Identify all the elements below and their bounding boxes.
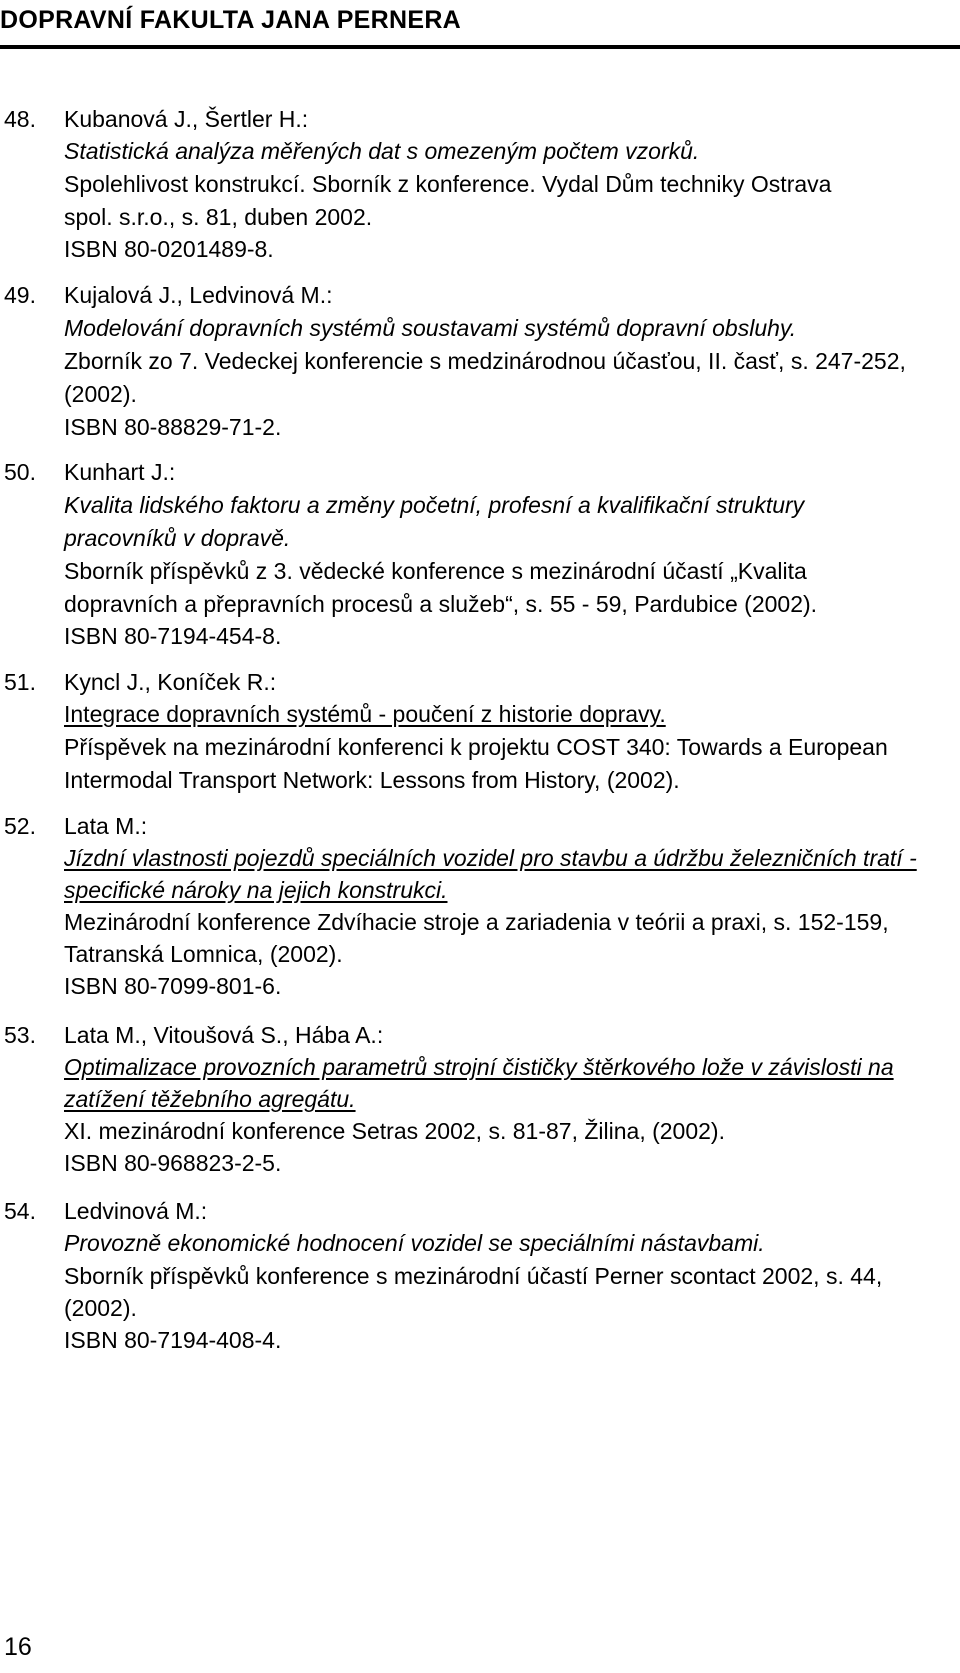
- entry-source: dopravních a přepravních procesů a služeb“, s. 55 - 59, Pardubice (2002).: [64, 591, 818, 617]
- entry-source: Příspěvek na mezinárodní konferenci k projektu COST 340: Towards a European: [64, 734, 888, 760]
- entry-authors: Kujalová J., Ledvinová M.:: [64, 282, 333, 308]
- entry-number: 54.: [4, 1198, 36, 1224]
- entry-number: 51.: [4, 669, 36, 695]
- entry-title: Kvalita lidského faktoru a změny početní, profesní a kvalifikační struktury: [64, 492, 805, 518]
- entry-source: XI. mezinárodní konference Setras 2002, s. 81-87, Žilina, (2002).: [64, 1118, 725, 1144]
- entry-authors: Lata M., Vitoušová S., Hába A.:: [64, 1022, 384, 1048]
- entry-title: zatížení těžebního agregátu.: [64, 1086, 356, 1112]
- entry-authors: Ledvinová M.:: [64, 1198, 208, 1224]
- entry-authors: Kubanová J., Šertler H.:: [64, 106, 309, 132]
- entry-title: pracovníků v dopravě.: [64, 525, 291, 551]
- header-rule: [0, 45, 960, 49]
- entry-title: Integrace dopravních systémů - poučení z historie dopravy.: [64, 701, 666, 727]
- entry-number: 50.: [4, 459, 36, 485]
- entry-isbn: ISBN 80-7194-408-4.: [64, 1327, 282, 1353]
- entry-source: Zborník zo 7. Vedeckej konferencie s medzinárodnou účasťou, II. časť, s. 247-252,: [64, 348, 906, 374]
- entry-authors: Lata M.:: [64, 813, 148, 839]
- entry-number: 49.: [4, 282, 36, 308]
- entry-source: spol. s.r.o., s. 81, duben 2002.: [64, 204, 373, 230]
- entry-isbn: ISBN 80-88829-71-2.: [64, 414, 282, 440]
- entry-source: Intermodal Transport Network: Lessons from History, (2002).: [64, 767, 680, 793]
- entry-number: 48.: [4, 106, 36, 132]
- entry-title: Provozně ekonomické hodnocení vozidel se speciálními nástavbami.: [64, 1230, 765, 1256]
- entry-isbn: ISBN 80-7099-801-6.: [64, 973, 282, 999]
- entry-source: Tatranská Lomnica, (2002).: [64, 941, 343, 967]
- header-title: DOPRAVNÍ FAKULTA JANA PERNERA: [0, 6, 462, 34]
- entry-source: Mezinárodní konference Zdvíhacie stroje a zariadenia v teórii a praxi, s. 152-159,: [64, 909, 889, 935]
- entry-title: Optimalizace provozních parametrů strojní čističky štěrkového lože v závislosti na: [64, 1054, 894, 1080]
- entry-authors: Kunhart J.:: [64, 459, 176, 485]
- entry-title: Statistická analýza měřených dat s omezeným počtem vzorků.: [64, 138, 700, 164]
- entry-title: Jízdní vlastnosti pojezdů speciálních vozidel pro stavbu a údržbu železničních tratí -: [64, 845, 917, 871]
- entry-source: Sborník příspěvků konference s mezinárodní účastí Perner scontact 2002, s. 44,: [64, 1263, 883, 1289]
- entry-source: (2002).: [64, 1295, 137, 1321]
- entry-isbn: ISBN 80-7194-454-8.: [64, 623, 282, 649]
- entry-number: 53.: [4, 1022, 36, 1048]
- entry-source: Spolehlivost konstrukcí. Sborník z konference. Vydal Dům techniky Ostrava: [64, 171, 832, 197]
- entry-title: specifické nároky na jejich konstrukci.: [64, 877, 448, 903]
- entry-authors: Kyncl J., Koníček R.:: [64, 669, 277, 695]
- entry-isbn: ISBN 80-968823-2-5.: [64, 1150, 282, 1176]
- page-number: 16: [4, 1633, 32, 1661]
- entry-number: 52.: [4, 813, 36, 839]
- entry-source: (2002).: [64, 381, 137, 407]
- page-header: [0, 0, 960, 56]
- entry-isbn: ISBN 80-0201489-8.: [64, 236, 274, 262]
- entry-source: Sborník příspěvků z 3. vědecké konference s mezinárodní účastí „Kvalita: [64, 558, 807, 584]
- entry-title: Modelování dopravních systémů soustavami systémů dopravní obsluhy.: [64, 315, 797, 341]
